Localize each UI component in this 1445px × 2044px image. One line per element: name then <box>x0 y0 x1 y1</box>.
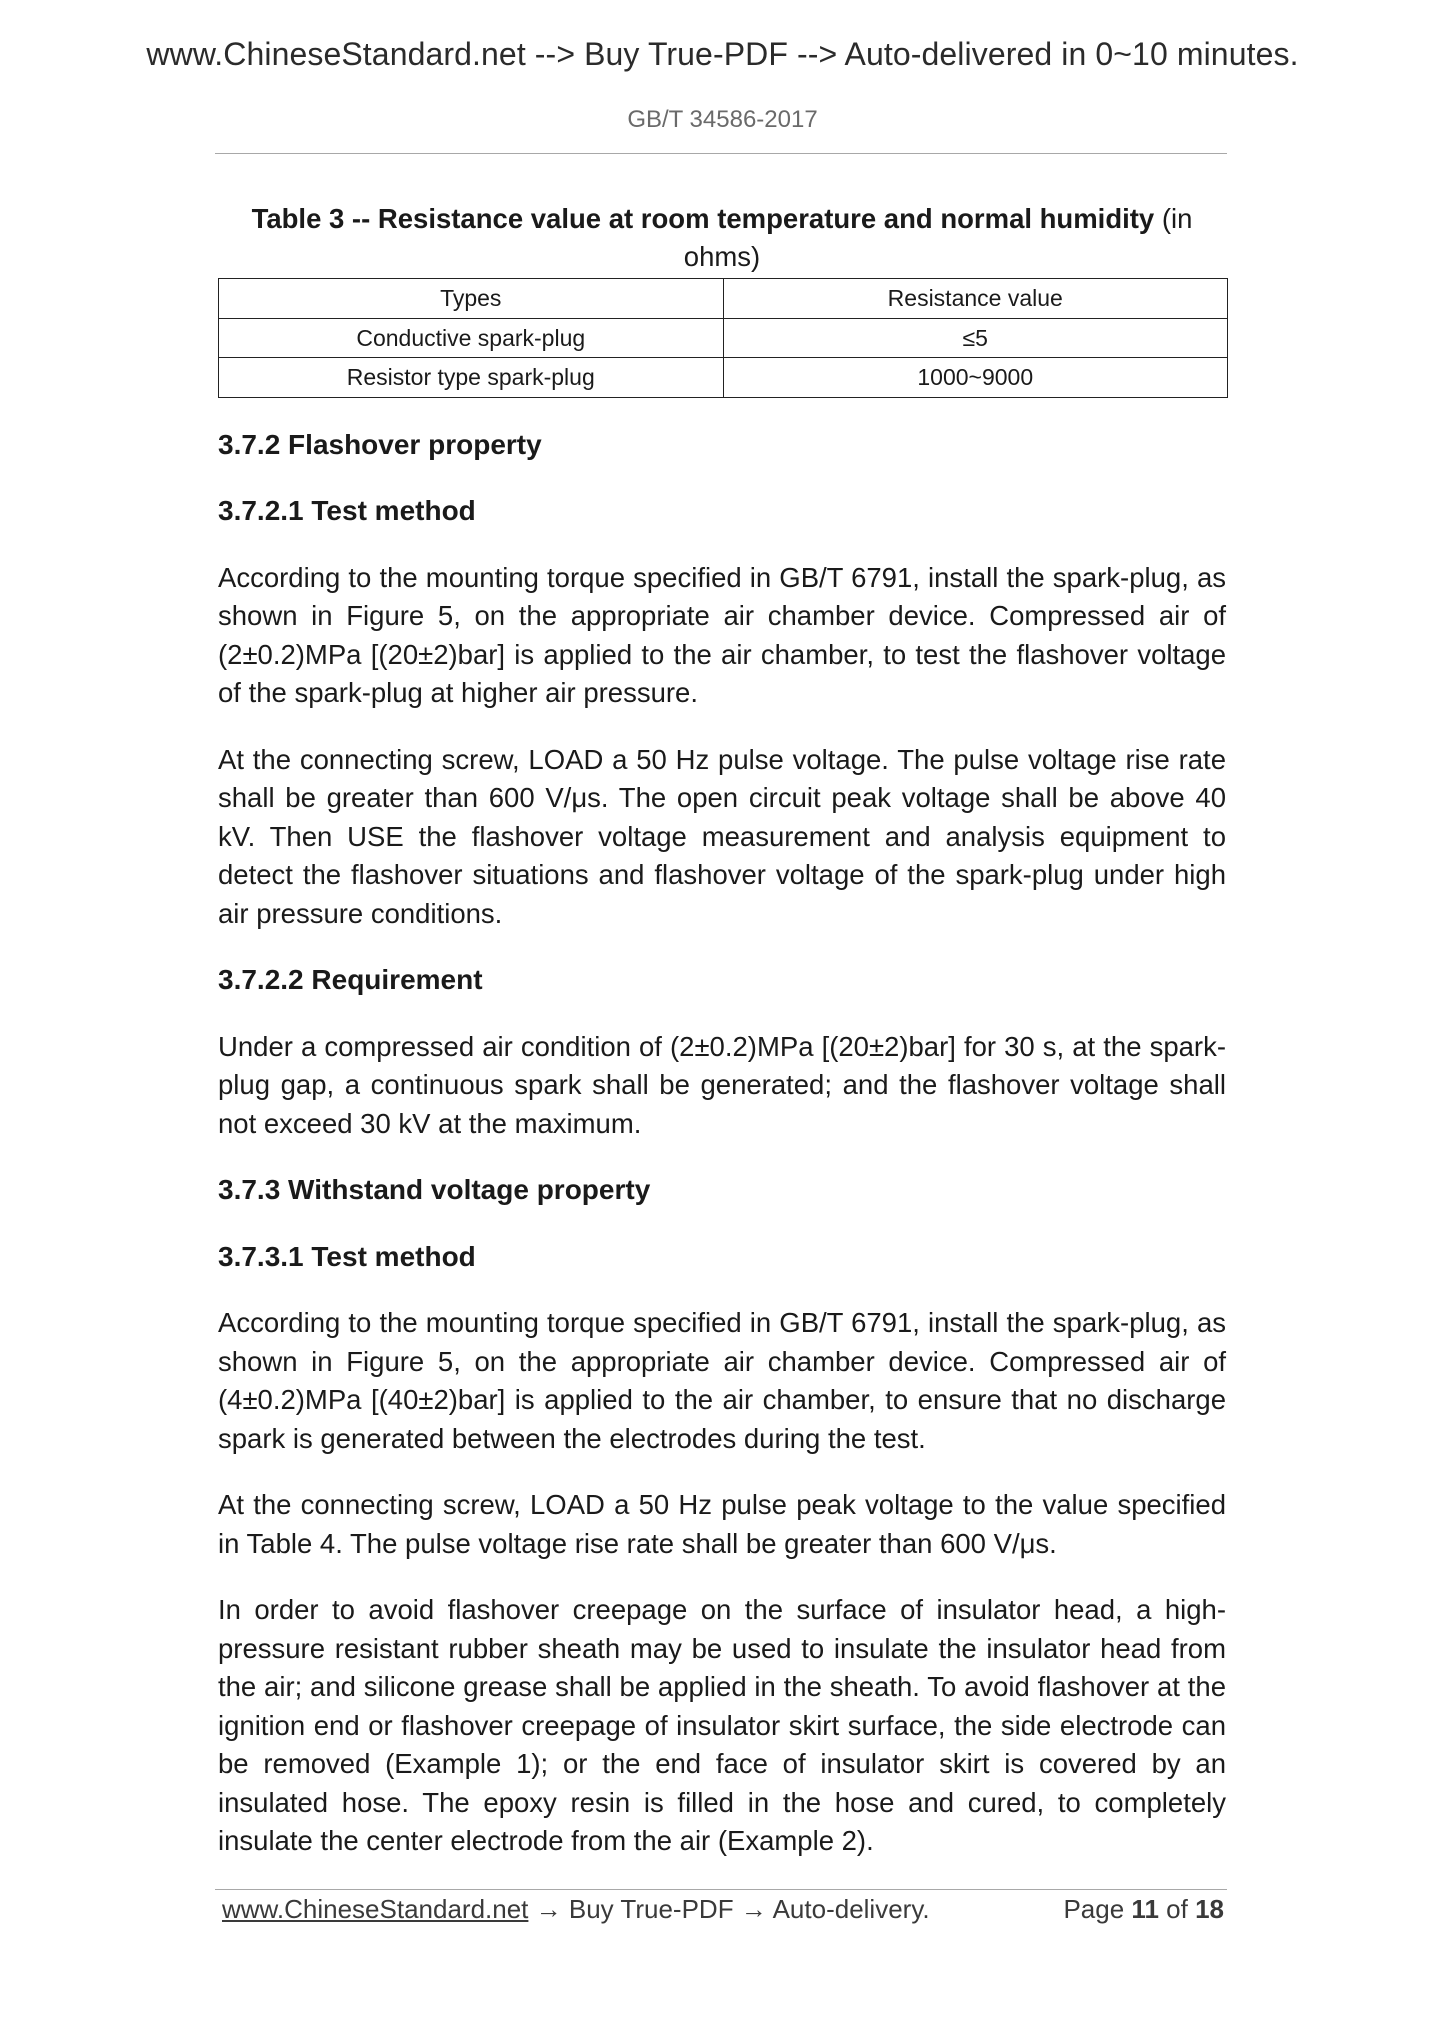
table-header-cell: Types <box>219 279 724 319</box>
table-row <box>219 358 1228 398</box>
page-footer <box>222 1894 1228 1925</box>
page-content <box>218 200 1226 1861</box>
table-cell: 1000~9000 <box>723 358 1228 398</box>
section-heading-3-7-2-1: 3.7.2.1 Test method <box>218 495 476 526</box>
section-heading-3-7-2: 3.7.2 Flashover property <box>218 428 542 460</box>
section-heading-3-7-3-1: 3.7.3.1 Test method <box>218 1240 476 1272</box>
page-number <box>1063 1894 1224 1925</box>
header-divider <box>215 153 1227 154</box>
section-heading-3-7-3: 3.7.3 Withstand voltage property <box>218 1174 651 1205</box>
paragraph-insulation: In order to avoid flashover creepage on the surface of insulator head, a high-pressure resistant rubber sheath may be used to insulate the insulator head from the air; and silicone grease shall be applied in the sheath. To avoid flashover at the ignition end or flashover creepage of insulator skirt surface, the side electrode can be removed (Example 1); or the end face of insulator skirt is covered by an insulated hose. The epoxy resin is filled in the hose and cured, to completely insulate the center electrode from the air (Example 2). <box>218 1594 1226 1856</box>
section-heading-3-7-2-2: 3.7.2.2 Requirement <box>218 964 483 995</box>
resistance-table <box>218 278 1228 398</box>
page-word: Page <box>1063 1894 1125 1924</box>
paragraph-test-method-1: According to the mounting torque specified in GB/T 6791, install the spark-plug, as shown in Figure 5, on the appropriate air chamber device. Compressed air of (2±0.2)MPa [(20±2)bar] is applied to the air chamber, to test the flashover voltage of the spark-plug at higher air pressure. <box>218 561 1226 708</box>
document-code: GB/T 34586-2017 <box>627 106 818 133</box>
footer-divider <box>215 1889 1227 1890</box>
table-caption <box>218 200 1226 276</box>
table-row <box>219 318 1228 358</box>
table-header-row <box>219 279 1228 319</box>
table-caption-unit: (in ohms) <box>683 203 1193 272</box>
page-current: 11 <box>1131 1894 1159 1924</box>
table-caption-title: Table 3 -- Resistance value at room temperature and normal humidity <box>251 203 1155 234</box>
paragraph-requirement: Under a compressed air condition of (2±0.2)MPa [(20±2)bar] for 30 s, at the spark-plug gap, a continuous spark shall be generated; and the flashover voltage shall not exceed 30 kV at the maximum. <box>218 1030 1226 1139</box>
table-header-cell: Resistance value <box>723 279 1228 319</box>
table-cell: Conductive spark-plug <box>219 318 724 358</box>
footer-link[interactable]: www.ChineseStandard.net <box>222 1894 529 1924</box>
page-of-word: of <box>1166 1894 1188 1924</box>
paragraph-pulse-voltage: At the connecting screw, LOAD a 50 Hz pulse voltage. The pulse voltage rise rate shall be greater than 600 V/μs. The open circuit peak voltage shall be above 40 kV. Then USE the flashover voltage measurement and analysis equipment to detect the flashover situations and flashover voltage of the spark-plug under high air pressure conditions. <box>218 743 1226 929</box>
footer-text: → Buy True-PDF → Auto-delivery. <box>535 1894 930 1924</box>
table-cell: ≤5 <box>723 318 1228 358</box>
top-banner: www.ChineseStandard.net --> Buy True-PDF --> Auto-delivered in 0~10 minutes. <box>146 36 1299 72</box>
paragraph-peak-voltage: At the connecting screw, LOAD a 50 Hz pulse peak voltage to the value specified in Table 4. The pulse voltage rise rate shall be greater than 600 V/μs. <box>218 1489 1226 1559</box>
table-cell: Resistor type spark-plug <box>219 358 724 398</box>
paragraph-test-method-2: According to the mounting torque specified in GB/T 6791, install the spark-plug, as shown in Figure 5, on the appropriate air chamber device. Compressed air of (4±0.2)MPa [(40±2)bar] is applied to the air chamber, to ensure that no discharge spark is generated between the electrodes during the test. <box>218 1307 1226 1454</box>
page-total: 18 <box>1195 1894 1224 1924</box>
